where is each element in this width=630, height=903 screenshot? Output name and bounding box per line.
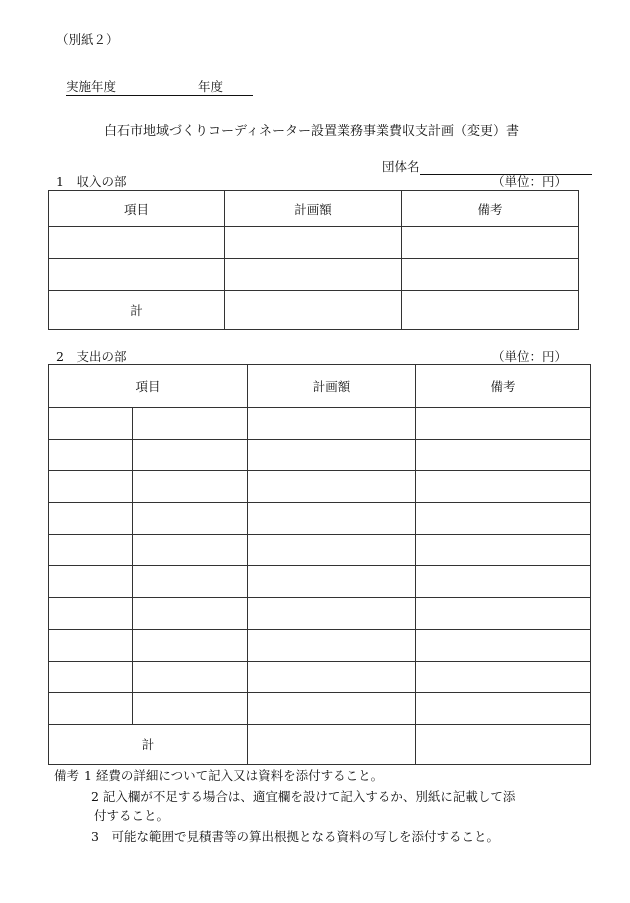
cell[interactable] [248,661,416,693]
expense-heading: 2 支出の部 [56,349,127,364]
cell[interactable] [49,227,225,259]
cell[interactable] [49,471,133,503]
cell[interactable] [133,693,248,725]
fiscal-year-suffix: 年度 [198,79,224,94]
cell[interactable] [248,598,416,630]
table-row [49,227,579,259]
cell[interactable] [133,439,248,471]
cell[interactable] [402,259,579,291]
income-unit: （単位：円） [492,174,568,189]
cell[interactable] [416,661,591,693]
income-heading: 1 収入の部 [56,174,127,189]
cell[interactable] [416,408,591,440]
table-row [49,408,591,440]
note-2: 2 記入欄が不足する場合は、適宜欄を設けて記入するか、別紙に記載して添 [91,789,516,804]
expense-unit: （単位：円） [492,349,568,364]
cell[interactable] [416,724,591,764]
table-row [49,566,591,598]
table-row [49,439,591,471]
cell[interactable] [248,439,416,471]
fiscal-year-prefix: 実施年度 [66,79,117,94]
cell[interactable] [416,598,591,630]
cell[interactable] [49,693,133,725]
income-header-row [49,191,579,227]
cell[interactable] [416,471,591,503]
table-row [49,471,591,503]
cell[interactable] [49,439,133,471]
header-remarks: 備考 [416,365,591,408]
cell[interactable] [248,534,416,566]
table-row [49,534,591,566]
header-item: 項目 [49,365,248,408]
note-3: 3 可能な範囲で見積書等の算出根拠となる資料の写しを添付すること。 [91,829,499,844]
cell[interactable] [49,661,133,693]
table-row [49,503,591,535]
note-2-cont: 付すること。 [94,808,170,823]
notes-label: 備考 [54,768,80,783]
note-1: 1 経費の詳細について記入又は資料を添付すること。 [84,768,384,783]
table-row [49,693,591,725]
expense-table [48,364,591,765]
cell[interactable] [133,534,248,566]
expense-total-row [49,724,591,764]
cell[interactable] [416,503,591,535]
cell[interactable] [416,534,591,566]
cell[interactable] [49,566,133,598]
cell[interactable] [49,259,225,291]
cell[interactable] [248,629,416,661]
total-label: 計 [49,724,248,764]
cell[interactable] [248,503,416,535]
cell[interactable] [49,503,133,535]
cell[interactable] [133,566,248,598]
cell[interactable] [133,408,248,440]
cell[interactable] [225,291,402,330]
table-row [49,259,579,291]
expense-header-row [49,365,591,408]
page-title: 白石市地域づくりコーディネーター設置業務事業費収支計画（変更）書 [104,124,519,139]
organization-label: 団体名 [382,159,420,174]
cell[interactable] [416,693,591,725]
cell[interactable] [225,227,402,259]
income-total-row [49,291,579,330]
table-row [49,598,591,630]
cell[interactable] [416,629,591,661]
cell[interactable] [49,534,133,566]
cell[interactable] [133,629,248,661]
header-plan-amount: 計画額 [248,365,416,408]
header-remarks: 備考 [402,191,579,227]
cell[interactable] [416,566,591,598]
cell[interactable] [133,503,248,535]
cell[interactable] [416,439,591,471]
table-row [49,661,591,693]
table-row [49,629,591,661]
header-plan-amount: 計画額 [225,191,402,227]
cell[interactable] [248,566,416,598]
header-item: 項目 [49,191,225,227]
cell[interactable] [402,227,579,259]
fiscal-year [66,77,253,96]
cell[interactable] [49,598,133,630]
cell[interactable] [248,724,416,764]
cell[interactable] [49,629,133,661]
cell[interactable] [402,291,579,330]
cell[interactable] [248,693,416,725]
cell[interactable] [49,408,133,440]
cell[interactable] [133,661,248,693]
attachment-label: （別紙２） [56,32,119,47]
cell[interactable] [225,259,402,291]
total-label: 計 [49,291,225,330]
cell[interactable] [133,471,248,503]
cell[interactable] [248,471,416,503]
cell[interactable] [248,408,416,440]
cell[interactable] [133,598,248,630]
income-table [48,190,579,330]
